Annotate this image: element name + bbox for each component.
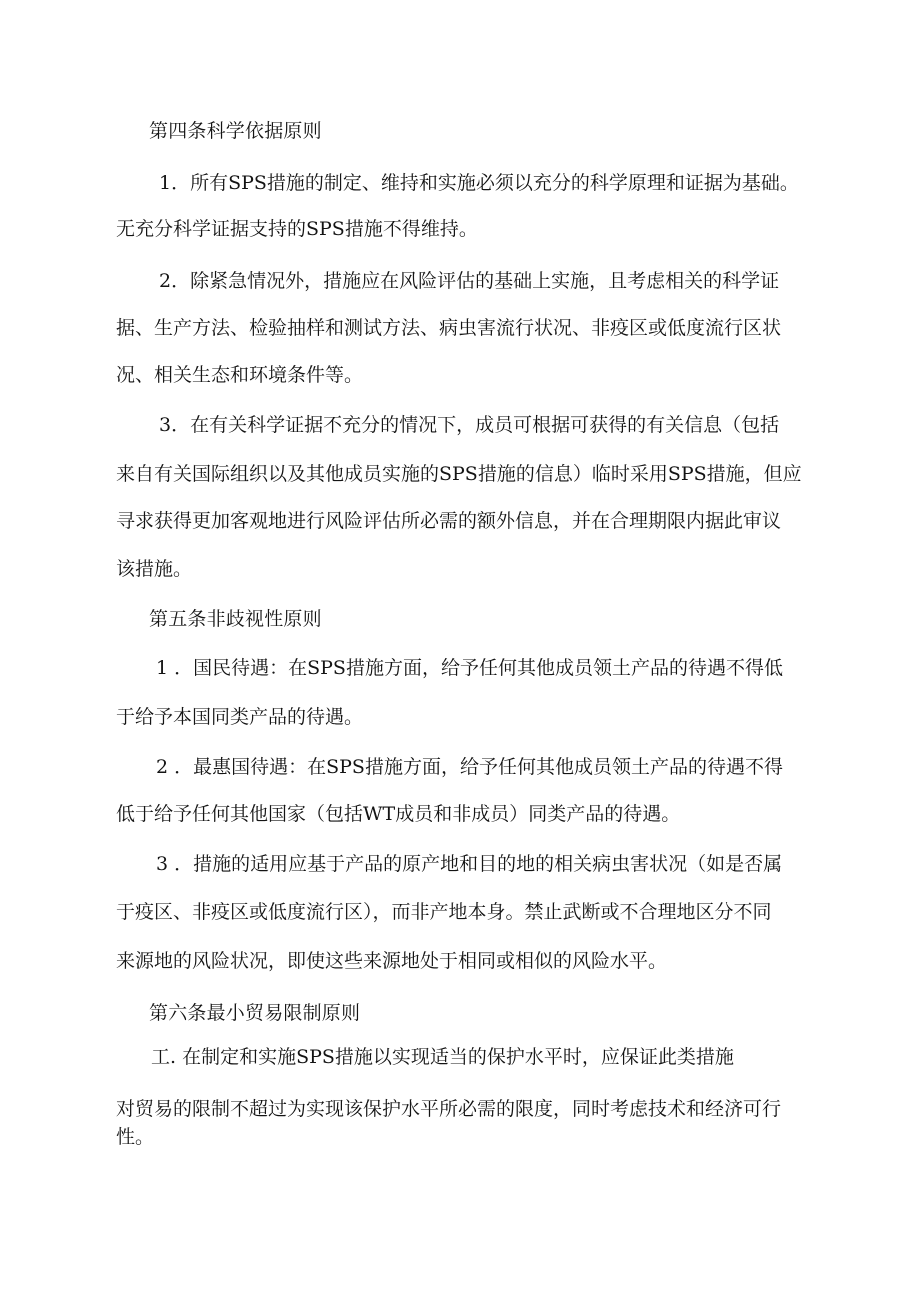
article-4-item-2-line-2: 据、生产方法、检验抽样和测试方法、病虫害流行状况、非疫区或低度流行区状 [116,317,782,339]
article-4-item-3-line-4: 该措施。 [116,558,193,580]
article-5-item-1-line-1: 1 ．国民待遇：在SPS措施方面，给予任何其他成员领土产品的待遇不得低 [156,657,783,679]
article-4-item-1-line-2: 无充分科学证据支持的SPS措施不得维持。 [116,218,478,240]
article-4-item-3-line-2: 来自有关国际组织以及其他成员实施的SPS措施的信息）临时采用SPS措施，但应 [116,463,802,485]
article-4-item-2-line-1: 2．除紧急情况外，措施应在风险评估的基础上实施，且考虑相关的科学证 [159,270,780,292]
article-4-heading: 第四条科学依据原则 [149,120,322,142]
article-5-item-2-line-1: 2 ．最惠国待遇：在SPS措施方面，给予任何其他成员领土产品的待遇不得 [156,756,783,778]
article-6-heading: 第六条最小贸易限制原则 [149,1002,361,1024]
article-6-item-1-line-1: 工. 在制定和实施SPS措施以实现适当的保护水平时，应保证此类措施 [151,1046,734,1068]
article-5-item-1-line-2: 于给予本国同类产品的待遇。 [116,706,364,728]
article-4-item-3-line-1: 3．在有关科学证据不充分的情况下，成员可根据可获得的有关信息（包括 [159,414,780,436]
article-5-item-3-line-3: 来源地的风险状况，即使这些来源地处于相同或相似的风险水平。 [116,950,668,972]
article-5-item-3-line-2: 于疫区、非疫区或低度流行区），而非产地本身。禁止武断或不合理地区分不同 [116,901,772,923]
article-6-item-1-line-2: 对贸易的限制不超过为实现该保护水平所必需的限度，同时考虑技术和经济可行 [116,1098,782,1120]
article-5-item-2-line-2: 低于给予任何其他国家（包括WT成员和非成员）同类产品的待遇。 [116,803,681,825]
article-5-heading: 第五条非歧视性原则 [149,608,322,630]
article-4-item-1-line-1: 1．所有SPS措施的制定、维持和实施必须以充分的科学原理和证据为基础。 [159,172,799,194]
article-6-item-1-line-3: 性。 [116,1126,155,1148]
article-4-item-2-line-3: 况、相关生态和环境条件等。 [116,364,364,386]
article-5-item-3-line-1: 3 ．措施的适用应基于产品的原产地和目的地的相关病虫害状况（如是否属 [156,853,783,875]
article-4-item-3-line-3: 寻求获得更加客观地进行风险评估所必需的额外信息，并在合理期限内据此审议 [116,510,782,532]
